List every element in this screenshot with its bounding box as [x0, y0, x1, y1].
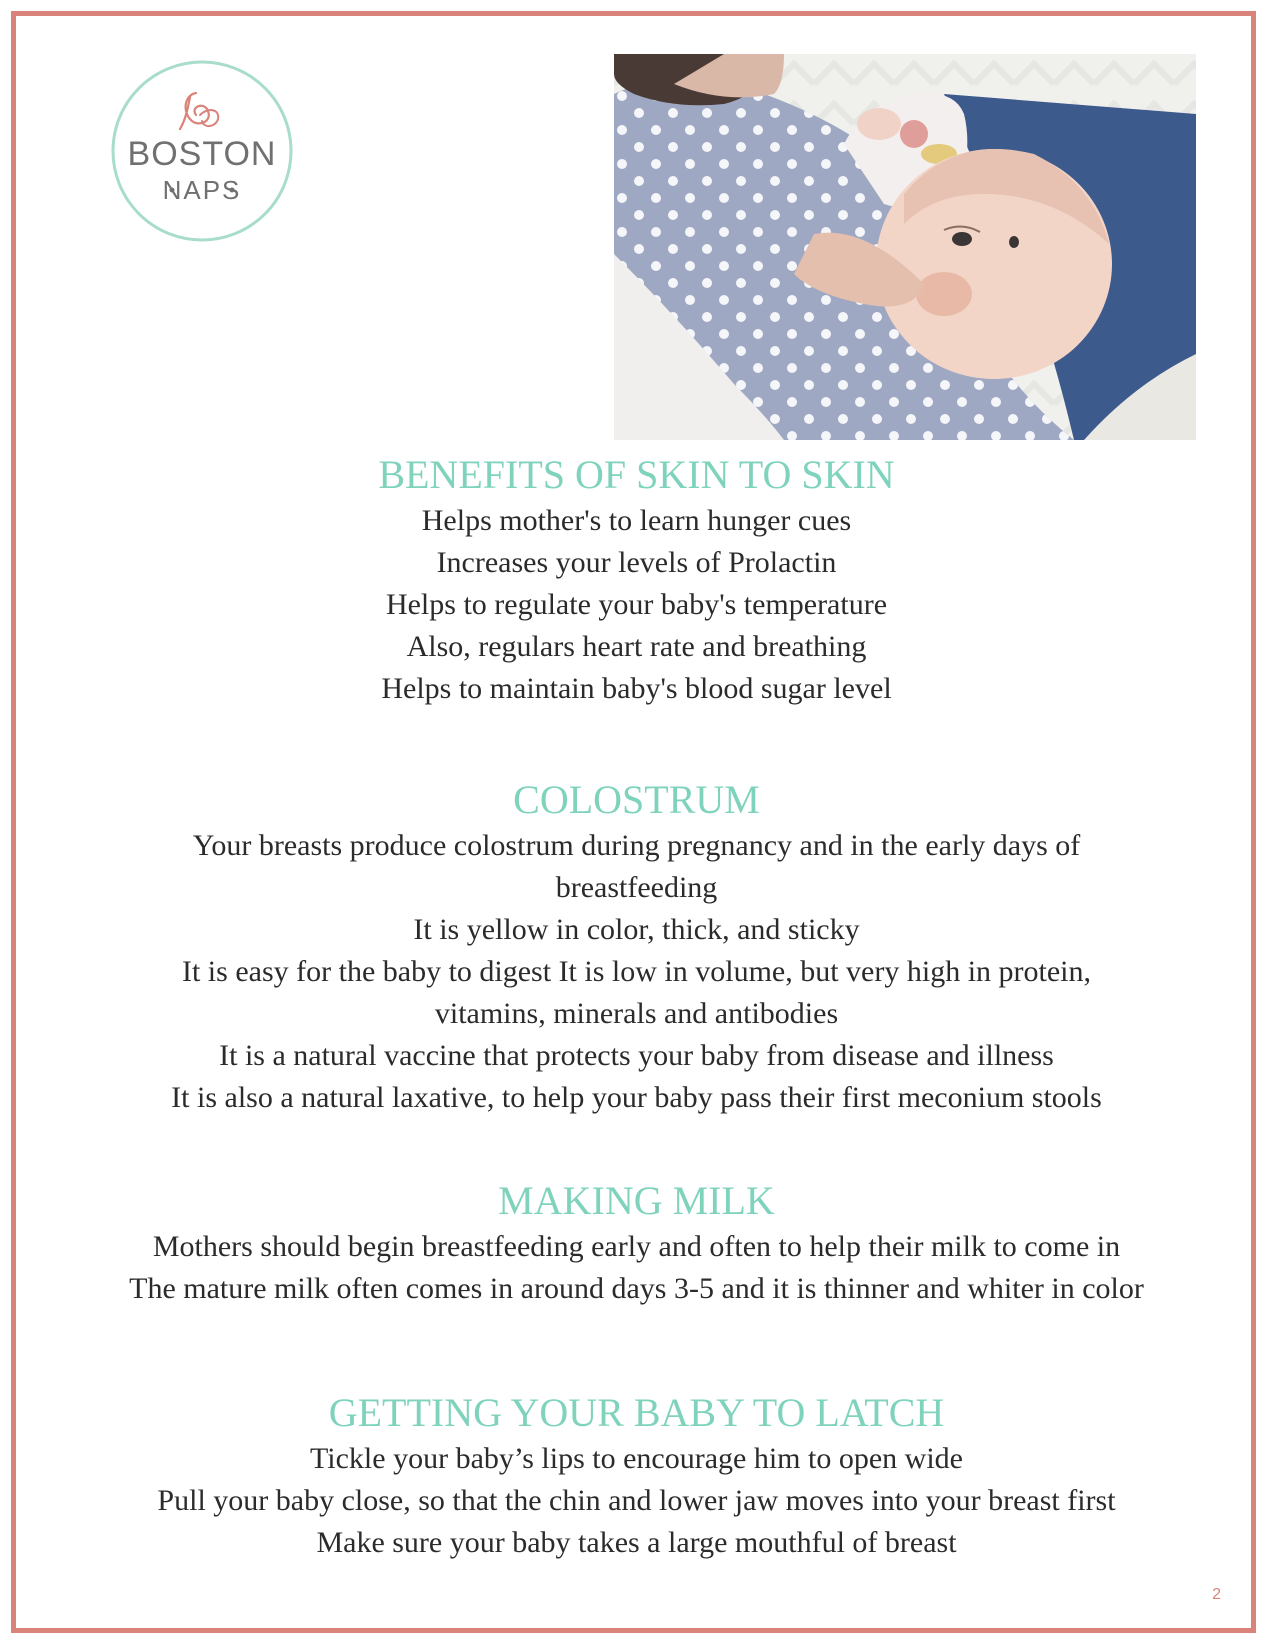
logo-line2: NAPS [162, 175, 242, 205]
section-making-milk [40, 1176, 1233, 1310]
section-line: Helps mother's to learn hunger cues [421, 504, 852, 537]
section-line: Also, regulars heart rate and breathing [406, 630, 867, 663]
section-line: It is also a natural laxative, to help your baby pass their first meconium stools [171, 1081, 1102, 1114]
section-skin-to-skin [40, 450, 1233, 710]
section-line: breastfeeding [555, 871, 718, 904]
logo-line1: BOSTON [127, 135, 277, 173]
section-heading: COLOSTRUM [513, 777, 760, 822]
page-number: 2 [1212, 1586, 1221, 1603]
boston-naps-logo [108, 57, 296, 245]
section-heading: GETTING YOUR BABY TO LATCH [328, 1390, 945, 1435]
section-line: Tickle your baby’s lips to encourage him to open wide [310, 1442, 963, 1475]
section-line: It is yellow in color, thick, and sticky [413, 913, 860, 946]
section-line: Pull your baby close, so that the chin and lower jaw moves into your breast first [157, 1484, 1116, 1517]
section-heading: MAKING MILK [498, 1178, 775, 1223]
section-line: Increases your levels of Prolactin [436, 546, 837, 579]
section-line: vitamins, minerals and antibodies [434, 997, 839, 1030]
section-line: It is easy for the baby to digest It is low in volume, but very high in protein, [181, 955, 1092, 988]
section-line: Helps to maintain baby's blood sugar level [381, 672, 892, 705]
section-heading: BENEFITS OF SKIN TO SKIN [378, 452, 895, 497]
section-colostrum [40, 775, 1233, 1119]
section-line: Make sure your baby takes a large mouthful of breast [316, 1526, 957, 1559]
section-line: Helps to regulate your baby's temperature [385, 588, 888, 621]
breastfeeding-photo [614, 54, 1196, 440]
section-line: The mature milk often comes in around days 3-5 and it is thinner and whiter in color [129, 1272, 1144, 1305]
section-latch [40, 1388, 1233, 1564]
section-line: Your breasts produce colostrum during pregnancy and in the early days of [192, 829, 1081, 862]
section-line: Mothers should begin breastfeeding early and often to help their milk to come in [152, 1230, 1121, 1263]
section-line: It is a natural vaccine that protects your baby from disease and illness [219, 1039, 1054, 1072]
